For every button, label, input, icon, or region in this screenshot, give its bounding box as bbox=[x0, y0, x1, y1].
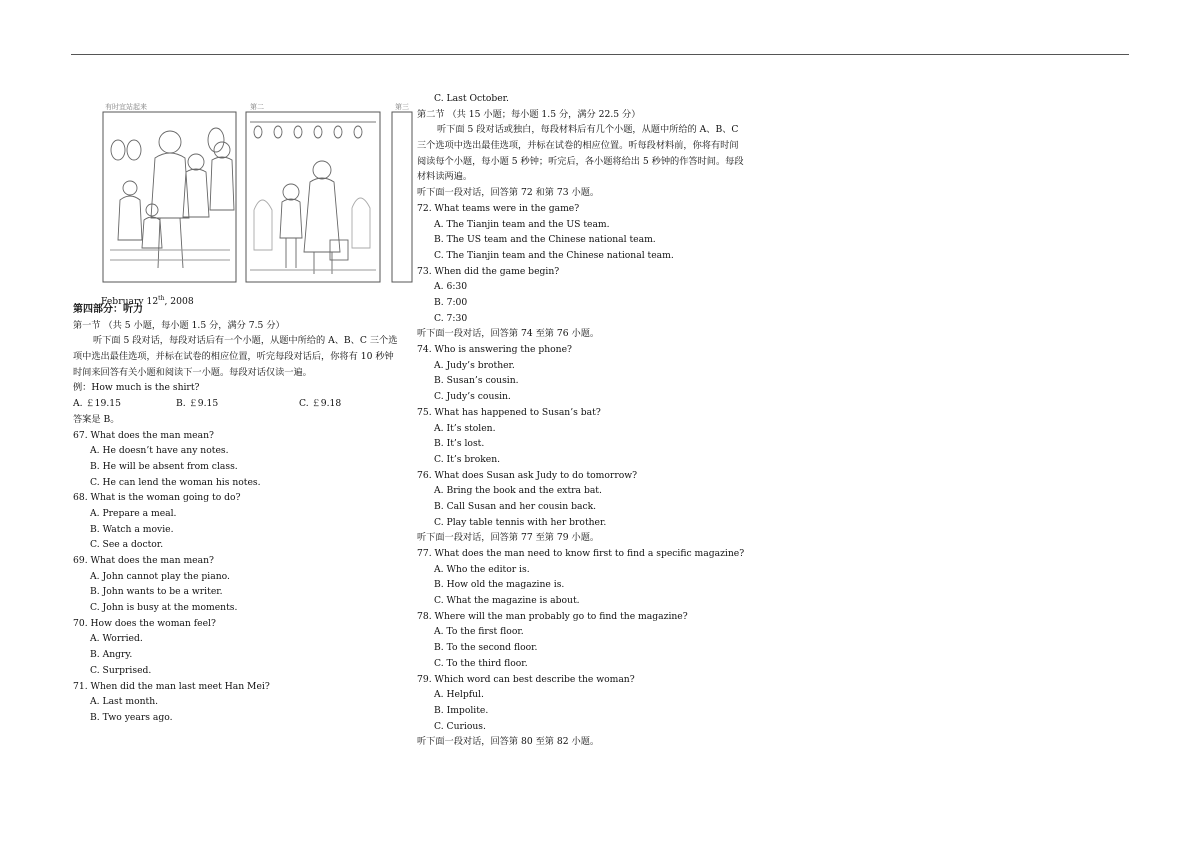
question-73: 73. When did the game begin? bbox=[417, 265, 560, 277]
option-67c: C. He can lend the woman his notes. bbox=[90, 476, 261, 488]
panel-3-frame bbox=[392, 112, 412, 282]
question-75: 75. What has happened to Susan’s bat? bbox=[417, 406, 601, 418]
option-74a: A. Judy’s brother. bbox=[434, 359, 515, 371]
option-78b: B. To the second floor. bbox=[434, 642, 538, 654]
dialog-77-79: 听下面一段对话，回答第 77 至第 79 小题。 bbox=[417, 532, 600, 544]
option-71c: C. Last October. bbox=[434, 93, 509, 104]
example-question: 例：How much is the shirt? bbox=[73, 382, 200, 394]
date-text: February 12 bbox=[101, 296, 159, 308]
option-74b: B. Susan’s cousin. bbox=[434, 375, 519, 387]
example-answer: 答案是 B。 bbox=[73, 413, 120, 425]
option-67a: A. He doesn’t have any notes. bbox=[90, 445, 229, 457]
option-79c: C. Curious. bbox=[434, 720, 486, 732]
option-71b: B. Two years ago. bbox=[90, 711, 173, 723]
header-rule bbox=[71, 54, 1129, 55]
option-69b: B. John wants to be a writer. bbox=[90, 586, 223, 598]
question-71: 71. When did the man last meet Han Mei? bbox=[73, 680, 270, 692]
panel-2-scene bbox=[250, 122, 376, 274]
left-column bbox=[73, 294, 398, 726]
question-67: 67. What does the man mean? bbox=[73, 429, 214, 441]
option-73c: C. 7:30 bbox=[434, 312, 468, 324]
section2-instructions: 听下面 5 段对话或独白，每段材料后有几个小题，从题中所给的 A、B、C 三个选项中选出最佳选项，并标在试卷的相应位置。听每段材料前，你将有时间阅读每个小题，每小题 5 秒钟；听完后，各小题将给出 5 秒钟的作答时间。每段材料读两遍。 bbox=[417, 124, 744, 183]
dialog-74-76: 听下面一段对话，回答第 74 至第 76 小题。 bbox=[417, 328, 600, 340]
question-69: 69. What does the man mean? bbox=[73, 555, 214, 567]
option-78c: C. To the third floor. bbox=[434, 657, 528, 669]
example-options bbox=[73, 396, 398, 412]
question-76: 76. What does Susan ask Judy to do tomorrow? bbox=[417, 469, 638, 481]
option-76a: A. Bring the book and the extra bat. bbox=[434, 485, 602, 497]
panel-3-caption: 第三 bbox=[395, 103, 409, 111]
option-76b: B. Call Susan and her cousin back. bbox=[434, 500, 597, 512]
option-67b: B. He will be absent from class. bbox=[90, 460, 238, 472]
option-75c: C. It’s broken. bbox=[434, 453, 501, 465]
question-70: 70. How does the woman feel? bbox=[73, 617, 216, 629]
option-72b: B. The US team and the Chinese national team. bbox=[434, 234, 656, 246]
dialog-72-73: 听下面一段对话，回答第 72 和第 73 小题。 bbox=[417, 187, 600, 199]
option-79a: A. Helpful. bbox=[434, 689, 484, 701]
subway-illustration bbox=[100, 100, 414, 284]
question-77: 77. What does the man need to know first to find a specific magazine? bbox=[417, 548, 745, 559]
option-77b: B. How old the magazine is. bbox=[434, 579, 565, 591]
option-70b: B. Angry. bbox=[90, 649, 133, 661]
question-74: 74. Who is answering the phone? bbox=[417, 344, 572, 356]
option-77c: C. What the magazine is about. bbox=[434, 595, 580, 607]
option-70a: A. Worried. bbox=[90, 633, 143, 645]
date-year: , 2008 bbox=[164, 296, 194, 308]
option-78a: A. To the first floor. bbox=[434, 626, 524, 638]
option-71a: A. Last month. bbox=[90, 696, 159, 708]
option-68c: C. See a doctor. bbox=[90, 539, 164, 551]
option-74c: C. Judy’s cousin. bbox=[434, 391, 511, 403]
dialog-80-82: 听下面一段对话，回答第 80 至第 82 小题。 bbox=[417, 736, 600, 748]
part-heading: 第四部分：听力 bbox=[73, 304, 143, 315]
option-79b: B. Impolite. bbox=[434, 704, 489, 716]
option-72a: A. The Tianjin team and the US team. bbox=[434, 218, 610, 230]
option-76c: C. Play table tennis with her brother. bbox=[434, 516, 607, 528]
section1-heading: 第一节 （共 5 小题，每小题 1.5 分，满分 7.5 分） bbox=[73, 319, 285, 331]
option-70c: C. Surprised. bbox=[90, 664, 152, 676]
option-72c: C. The Tianjin team and the Chinese national team. bbox=[434, 249, 674, 261]
option-75b: B. It’s lost. bbox=[434, 438, 485, 450]
question-72: 72. What teams were in the game? bbox=[417, 202, 580, 214]
example-option-b: B. ￡9.15 bbox=[176, 398, 219, 410]
option-69a: A. John cannot play the piano. bbox=[90, 570, 230, 582]
section2-heading: 第二节 （共 15 小题；每小题 1.5 分，满分 22.5 分） bbox=[417, 108, 641, 120]
example-option-c: C. ￡9.18 bbox=[299, 398, 342, 410]
panel-1-frame bbox=[103, 112, 236, 282]
question-68: 68. What is the woman going to do? bbox=[73, 492, 241, 504]
option-73a: A. 6:30 bbox=[434, 281, 468, 293]
question-78: 78. Where will the man probably go to find the magazine? bbox=[417, 610, 688, 622]
option-68a: A. Prepare a meal. bbox=[90, 507, 177, 519]
panel-1-caption: 有时宜站起来 bbox=[105, 103, 147, 111]
option-75a: A. It’s stolen. bbox=[434, 422, 496, 434]
option-68b: B. Watch a movie. bbox=[90, 523, 174, 535]
panel-1-scene bbox=[110, 128, 234, 268]
panel-2-caption: 第二 bbox=[250, 103, 264, 111]
question-79: 79. Which word can best describe the woman? bbox=[417, 673, 635, 685]
example-option-a: A. ￡19.15 bbox=[73, 398, 121, 410]
option-77a: A. Who the editor is. bbox=[434, 563, 530, 575]
option-73b: B. 7:00 bbox=[434, 297, 468, 308]
right-column bbox=[417, 91, 747, 750]
section1-instructions: 听下面 5 段对话，每段对话后有一个小题，从题中所给的 A、B、C 三个选项中选出最佳选项，并标在试卷的相应位置，听完每段对话后，你将有 10 秒钟时间来回答有关小题和阅读下一小题。每段对话仅读一遍。 bbox=[73, 335, 398, 378]
date-sup: th bbox=[158, 295, 165, 302]
option-69c: C. John is busy at the moments. bbox=[90, 602, 238, 614]
